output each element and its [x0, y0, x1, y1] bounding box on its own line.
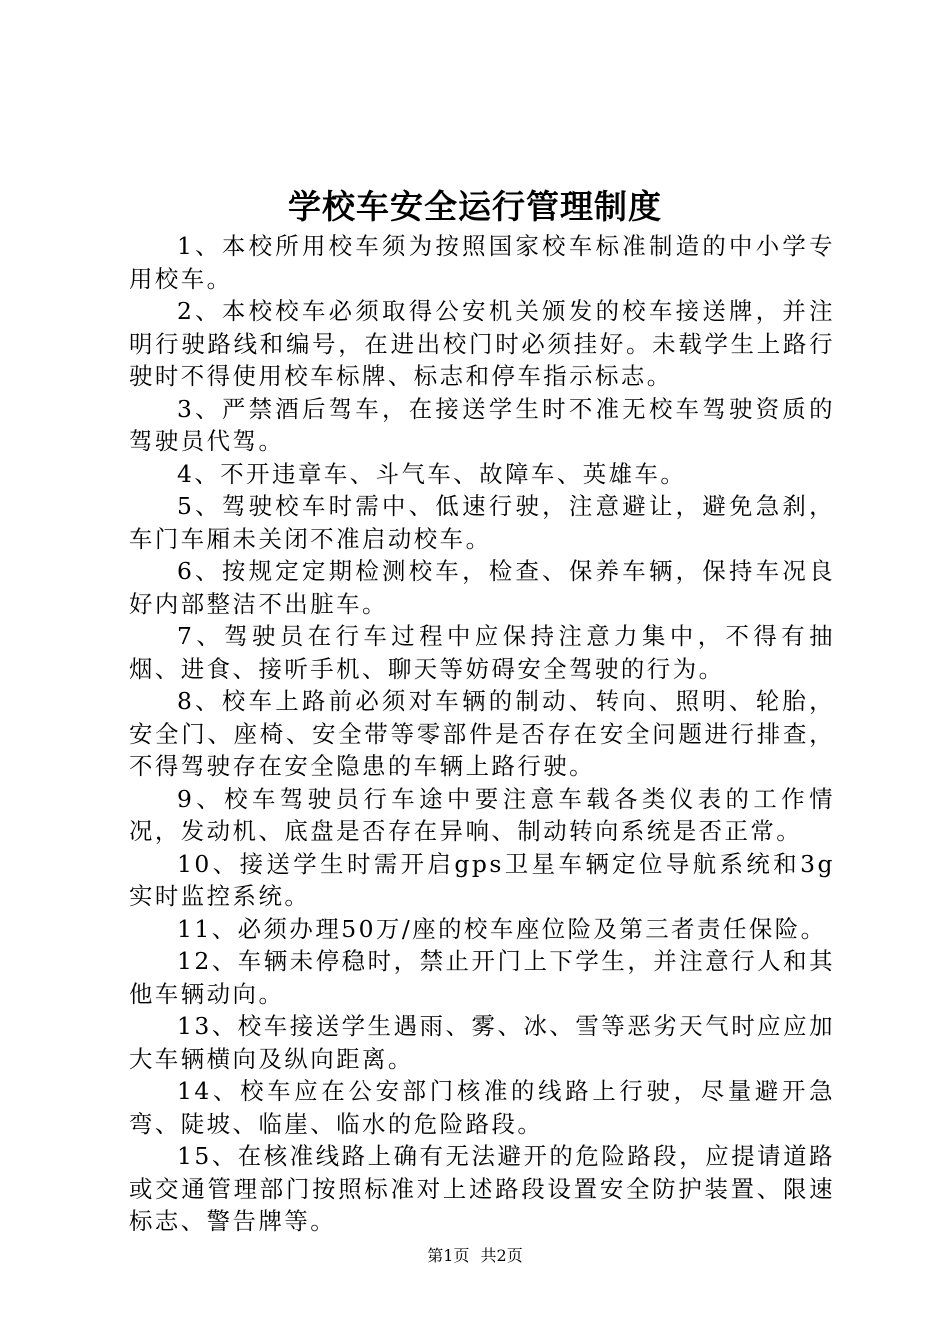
paragraph-5: 5、驾驶校车时需中、低速行驶，注意避让，避免急刹，车门车厢未关闭不准启动校车。: [129, 492, 835, 553]
paragraph-6: 6、按规定定期检测校车，检查、保养车辆，保持车况良好内部整洁不出脏车。: [129, 557, 835, 618]
paragraph-11: 11、必须办理50万/座的校车座位险及第三者责任保险。: [177, 914, 827, 943]
paragraph-3: 3、严禁酒后驾车，在接送学生时不准无校车驾驶资质的驾驶员代驾。: [129, 394, 835, 455]
paragraph-12: 12、车辆未停稳时，禁止开门上下学生，并注意行人和其他车辆动向。: [129, 947, 835, 1008]
paragraph-1: 1、本校所用校车须为按照国家校车标准制造的中小学专用校车。: [129, 232, 835, 293]
paragraph-8: 8、校车上路前必须对车辆的制动、转向、照明、轮胎，安全门、座椅、安全带等零部件是否存在安全问题进行排查，不得驾驶存在安全隐患的车辆上路行驶。: [129, 687, 835, 780]
paragraph-14: 14、校车应在公安部门核准的线路上行驶，尽量避开急弯、陡坡、临崖、临水的危险路段。: [129, 1077, 835, 1138]
document-body: [129, 230, 835, 1238]
page-number: 第1页: [427, 1246, 470, 1265]
paragraph-10: 10、接送学生时需开启gps卫星车辆定位导航系统和3g实时监控系统。: [129, 849, 835, 910]
paragraph-13: 13、校车接送学生遇雨、雾、冰、雪等恶劣天气时应应加大车辆横向及纵向距离。: [129, 1012, 835, 1073]
paragraph-4: 4、不开违章车、斗气车、故障车、英雄车。: [177, 459, 687, 488]
paragraph-2: 2、本校校车必须取得公安机关颁发的校车接送牌，并注明行驶路线和编号，在进出校门时必须挂好。未载学生上路行驶时不得使用校车标牌、标志和停车指示标志。: [129, 297, 835, 390]
page-footer: [0, 1245, 950, 1267]
paragraph-9: 9、校车驾驶员行车途中要注意车载各类仪表的工作情况，发动机、底盘是否存在异响、制动转向系统是否正常。: [129, 784, 835, 845]
paragraph-7: 7、驾驶员在行车过程中应保持注意力集中，不得有抽烟、进食、接听手机、聊天等妨碍安全驾驶的行为。: [129, 622, 835, 683]
paragraph-15: 15、在核准线路上确有无法避开的危险路段，应提请道路或交通管理部门按照标准对上述路段设置安全防护装置、限速标志、警告牌等。: [129, 1142, 835, 1235]
page-total: 共2页: [480, 1246, 523, 1265]
document-title: 学校车安全运行管理制度: [288, 187, 662, 226]
